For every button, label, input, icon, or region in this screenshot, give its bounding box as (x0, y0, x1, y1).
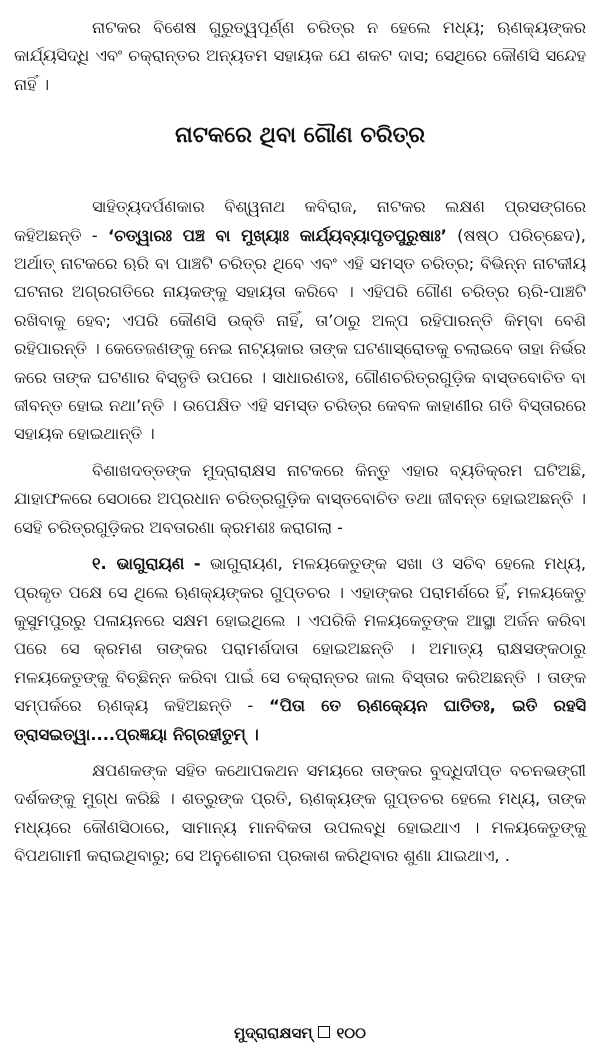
paragraph-bhaguraya (14, 550, 586, 749)
paragraph-exception: ବିଶାଖଦତ୍ତଙ୍କ ମୁଦ୍ରାରାକ୍ଷସ ନାଟକରେ କିନ୍ତୁ ଏହାର ବ୍ୟତିକ୍ରମ ଘଟିଅଛି, ଯାହାଫଳରେ ସେଠାରେ ଅପ୍ରଧାନ ଚରିତ୍ରଗୁଡ଼ିକ ବାସ୍ତବୋଚିତ ତଥା ଜୀବନ୍ତ ହୋଇଅଛନ୍ତି । ସେହି ଚରିତ୍ରଗୁଡ଼ିକର ଅବତାରଣା କ୍ରମଶଃ କରାଗଲା - (14, 460, 586, 537)
paragraph-kshapanaka: କ୍ଷପଣକଙ୍କ ସହିତ କଥୋପକଥନ ସମୟରେ ତାଙ୍କର ବୁଦ୍ଧିଦୀପ୍ତ ବଚନଭଙ୍ଗୀ ଦର୍ଶକଙ୍କୁ ମୁଗ୍ଧ କରିଛି । ଶତ୍ରୁଙ୍କ ପ୍ରତି, ଋଣକ୍ୟଙ୍କ ଗୁପ୍ତଚର ହେଲେ ମଧ୍ୟ, ତାଙ୍କ ମଧ୍ୟରେ କୌଣସିଠାରେ, ସାମାନ୍ୟ ମାନବିକତା ଉପଲବ୍ଧି ହୋଇଥାଏ । ମଳୟକେତୁଙ୍କୁ ବିପଥଗାମୀ କରାଇଥିବାରୁ; ସେ ଅନୁଶୋଚନା ପ୍ରକାଶ କରିଥିବାର ଶୁଣା ଯାଇଥାଏ, . (14, 760, 586, 866)
section-title: ନାଟକରେ ଥିବା ଗୌଣ ଚରିତ୍ର (175, 123, 425, 149)
intro-paragraph: ନାଟକର ବିଶେଷ ଗୁରୁତ୍ୱପୂର୍ଣ୍ଣ ଚରିତ୍ର ନ ହେଲେ ମଧ୍ୟ; ଋଣକ୍ୟଙ୍କର କାର୍ଯ୍ୟସିଦ୍ଧି ଏବଂ ଚକ୍ରାନ୍ତର ଅନ୍ୟତମ ସହାୟକ ଯେ ଶକଟ ଦାସ; ସେଥିରେ କୌଣସି ସନ୍ଦେହ ନାହିଁ । (14, 18, 586, 94)
paragraph-definition-rest: (ଷଷ୍ଠ ପରିଚ୍ଛେଦ), ଅର୍ଥାତ୍ ନାଟକରେ ଋରି ବା ପାଞ୍ଚଟି ଚରିତ୍ର ଥିବେ ଏବଂ ଏହି ସମସ୍ତ ଚରିତ୍ର; ବିଭିନ୍ନ ନାଟକୀୟ ଘଟନାର ଅଗ୍ରଗତିରେ ନାୟକଙ୍କୁ ସହାୟତା କରିବେ । ଏହିପରି ଗୌଣ ଚରିତ୍ର ଋରି-ପାଞ୍ଚଟି ରଖିବାକୁ ହେବ; ଏପରି କୌଣସି ଉକ୍ତି ନାହିଁ, ତା’ଠାରୁ ଅଳ୍ପ ରହିପାରନ୍ତି କିମ୍ବା ବେଶି ରହିପାରନ୍ତି । କେତେଜଣଙ୍କୁ ନେଇ ନାଟ୍ୟକାର ତାଙ୍କ ଘଟଣାସ୍ରୋତକୁ ଚଲାଇବେ ତାହା ନିର୍ଭର କରେ ତାଙ୍କ ଘଟଣାର ବିସ୍ତୃତି ଉପରେ । ସାଧାରଣତଃ, ଗୌଣଚରିତ୍ରଗୁଡ଼ିକ ବାସ୍ତବୋଚିତ ବା ଜୀବନ୍ତ ହୋଇ ନଥା’ନ୍ତି । ଉପେକ୍ଷିତ ଏହି ସମସ୍ତ ଚରିତ୍ର କେବଳ କାହାଣୀର ଗତି ବିସ୍ତାରରେ ସହାୟକ ହୋଇଥାନ୍ତି । (14, 225, 586, 444)
footer-book-title: ମୁଦ୍ରାରାକ୍ଷସମ୍ (233, 1024, 313, 1042)
sanskrit-quote: ‘ଚତ୍ୱାରଃ ପଞ୍ଚ ବା ମୁଖ୍ୟାଃ କାର୍ଯ୍ୟବ୍ୟାପୃତପୁରୁଷାଃ’ (107, 225, 447, 245)
chanakya-quote: “ପିତା ତେ ଋଣକ୍ୟେନ ଘାତିତଃ, ଇତି ରହସି ତ୍ରାସଇତ୍ୱା....ପ୍ରଜ୍ଞୟା ନିଗ୍ରହୀତୁମ୍ । (14, 696, 586, 744)
paragraph-definition-lead: ସାହିତ୍ୟଦର୍ପଣକାର ବିଶ୍ୱନାଥ କବିରାଜ, ନାଟକର ଲକ୍ଷଣ ପ୍ରସଙ୍ଗରେ କହିଅଛନ୍ତି - (14, 197, 586, 245)
character-heading: ୧. ଭାଗୁରାୟଣ - (92, 554, 201, 574)
page-footer (0, 1024, 600, 1042)
paragraph-definition (14, 193, 586, 449)
page-number: ୧୦୦ (336, 1024, 367, 1042)
character-body: ଭାଗୁରାୟଣ, ମଳୟକେତୁଙ୍କ ସଖା ଓ ସଚିବ ହେଲେ ମଧ୍ୟ, ପ୍ରକୃତ ପକ୍ଷେ ସେ ଥିଲେ ଋଣକ୍ୟଙ୍କର ଗୁପ୍ତଚର । ଏହାଙ୍କର ପରାମର୍ଶରେ ହିଁ, ମଳୟକେତୁ କୁସୁମପୁରରୁ ପଳାୟନରେ ସକ୍ଷମ ହୋଇଥିଲେ । ଏପରିକି ମଳୟକେତୁଙ୍କ ଆସ୍ଥା ଅର୍ଜନ କରିବା ପରେ ସେ କ୍ରମଶ ତାଙ୍କର ପରାମର୍ଶଦାତା ହୋଇଅଛନ୍ତି । ଅମାତ୍ୟ ରାକ୍ଷସଙ୍କଠାରୁ ମଳୟକେତୁଙ୍କୁ ବିଚ୍ଛିନ୍ନ କରିବା ପାଇଁ ସେ ଚକ୍ରାନ୍ତର ଜାଲ ବିସ୍ତାର କରିଅଛନ୍ତି । ତାଙ୍କ ସମ୍ପର୍କରେ ଋଣକ୍ୟ କହିଅଛନ୍ତି - (14, 554, 586, 716)
square-bullet-icon (318, 1026, 330, 1038)
